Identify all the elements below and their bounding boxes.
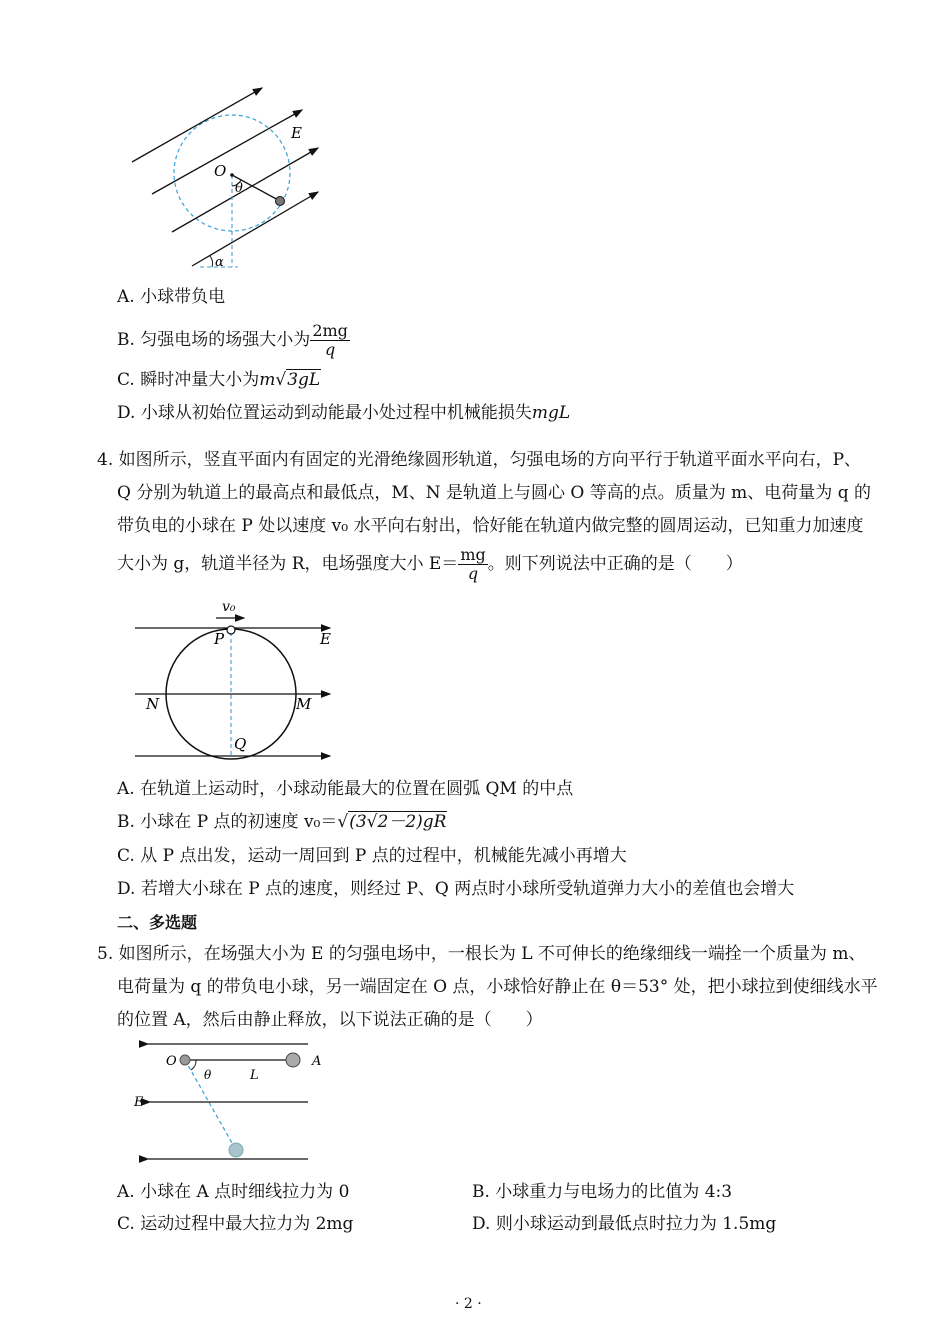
q4-stem-line4-suffix: 。则下列说法中正确的是（ ） xyxy=(487,554,743,574)
q4-figure xyxy=(130,596,340,766)
q4-fraction xyxy=(458,546,487,583)
q4-ball xyxy=(227,626,235,634)
q4-option-b-text: B. 小球在 P 点的初速度 v₀＝ xyxy=(117,812,338,832)
q4-fraction-denominator: q xyxy=(467,564,479,583)
q3-option-b-denominator: q xyxy=(324,340,336,359)
q4-label-v0: v₀ xyxy=(222,599,236,615)
q3-figure xyxy=(120,80,320,275)
q4-stem-line3: 带负电的小球在 P 处以速度 v₀ 水平向右射出，恰好能在轨道内做完整的圆周运动，已知重力加速度 xyxy=(117,516,864,536)
page-number: · 2 · xyxy=(455,1296,482,1312)
q5-stem-line2: 电荷量为 q 的带负电小球，另一端固定在 O 点，小球恰好静止在 θ＝53° 处，把小球拉到使细线水平 xyxy=(117,977,878,997)
q3-ball xyxy=(276,197,285,206)
q5-option-b: B. 小球重力与电场力的比值为 4:3 xyxy=(472,1182,733,1202)
q4-stem-line1: 4. 如图所示，竖直平面内有固定的光滑绝缘圆形轨道，匀强电场的方向平行于轨道平面水平向右，P、 xyxy=(97,450,862,470)
q4-option-c: C. 从 P 点出发，运动一周回到 P 点的过程中，机械能先减小再增大 xyxy=(117,846,627,866)
q3-option-b-numerator: 2mg xyxy=(312,321,348,340)
q3-field-line xyxy=(192,192,318,266)
q4-stem-line4-prefix: 大小为 g，轨道半径为 R，电场强度大小 E＝ xyxy=(117,554,459,574)
q3-option-c-radicand: 3gL xyxy=(287,370,321,390)
q5-label-L: L xyxy=(250,1068,259,1083)
q5-pivot xyxy=(180,1055,190,1065)
q3-label-E: E xyxy=(291,124,302,142)
q4-fraction-numerator: mg xyxy=(460,545,486,564)
q3-option-d xyxy=(117,401,570,425)
q3-label-theta: θ xyxy=(235,181,243,196)
q5-ball-a xyxy=(286,1053,300,1067)
q3-option-c-text: C. 瞬时冲量大小为 xyxy=(117,370,260,390)
q5-label-theta: θ xyxy=(204,1068,212,1082)
q3-option-b-fraction xyxy=(310,322,350,359)
q4-option-b: B. 小球在 P 点的初速度 v₀＝√(3√2－2)gR xyxy=(117,812,447,832)
q5-stem-line1: 5. 如图所示，在场强大小为 E 的匀强电场中，一根长为 L 不可伸长的绝缘细线一端拴一个质量为 m、 xyxy=(97,944,866,964)
q3-option-d-tail: mgL xyxy=(531,403,571,423)
q3-option-b xyxy=(117,322,350,359)
q3-field-line xyxy=(132,88,262,162)
q4-stem-line4 xyxy=(117,546,743,583)
q3-alpha-arc xyxy=(210,256,213,267)
q3-center-dot xyxy=(230,173,234,177)
q3-label-alpha: α xyxy=(215,255,224,270)
q5-option-c: C. 运动过程中最大拉力为 2mg xyxy=(117,1214,354,1234)
q5-option-a: A. 小球在 A 点时细线拉力为 0 xyxy=(117,1182,350,1202)
q4-stem-line2: Q 分别为轨道上的最高点和最低点，M、N 是轨道上与圆心 O 等高的点。质量为 m、电荷量为 q 的 xyxy=(117,483,871,503)
q5-label-A: A xyxy=(312,1054,322,1069)
q3-option-b-text: B. 匀强电场的场强大小为 xyxy=(117,330,311,350)
section-heading: 二、多选题 xyxy=(117,913,198,932)
q3-option-a: A. 小球带负电 xyxy=(117,287,226,307)
q5-label-E: E xyxy=(134,1095,144,1110)
q4-label-M: M xyxy=(296,695,312,713)
q3-field-line xyxy=(172,148,318,232)
q3-option-d-text: D. 小球从初始位置运动到动能最小处过程中机械能损失 xyxy=(117,403,532,423)
q5-stem-line3: 的位置 A，然后由静止释放，以下说法正确的是（ ） xyxy=(117,1010,543,1030)
q3-field-line xyxy=(152,110,302,194)
q4-option-d: D. 若增大小球在 P 点的速度，则经过 P、Q 两点时小球所受轨道弹力大小的差值也会增大 xyxy=(117,879,795,899)
q4-label-E: E xyxy=(320,630,331,648)
q5-option-d: D. 则小球运动到最低点时拉力为 1.5mg xyxy=(472,1214,777,1234)
q4-label-N: N xyxy=(146,695,160,713)
q4-option-a: A. 在轨道上运动时，小球动能最大的位置在圆弧 QM 的中点 xyxy=(117,779,574,799)
q4-option-b-radicand: (3√2－2)gR xyxy=(349,812,447,832)
q5-theta-arc xyxy=(191,1060,196,1070)
q5-figure xyxy=(130,1038,330,1168)
q5-label-O: O xyxy=(166,1054,177,1069)
q4-label-P: P xyxy=(214,630,225,648)
q3-option-c-m: m xyxy=(259,370,276,390)
q3-option-c: C. 瞬时冲量大小为m√3gL xyxy=(117,370,321,390)
q3-label-O: O xyxy=(214,162,227,180)
q4-label-Q: Q xyxy=(234,735,247,753)
q5-ball-equilibrium xyxy=(229,1143,243,1157)
